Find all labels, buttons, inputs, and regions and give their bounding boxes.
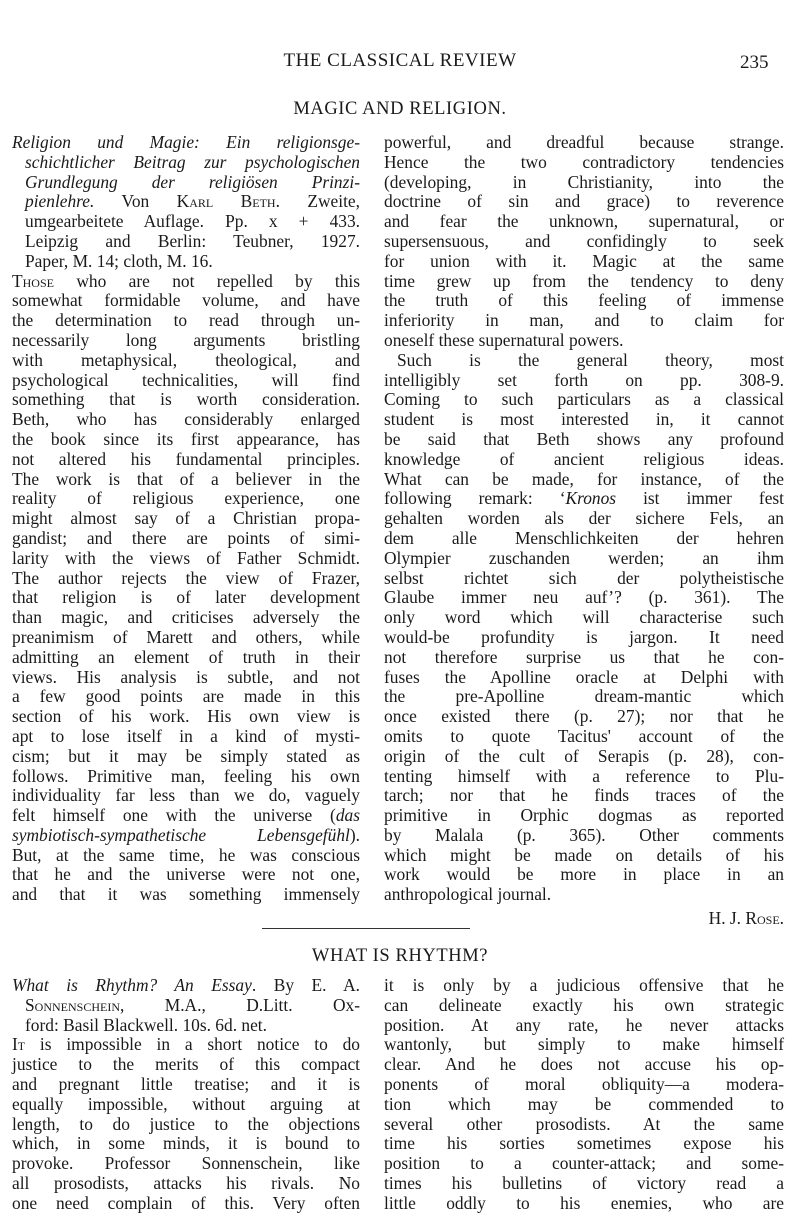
text-segment: tion which may be commended to <box>384 1093 784 1114</box>
text-line <box>384 976 784 996</box>
text-line <box>384 272 784 292</box>
text-line <box>384 133 784 153</box>
text-line <box>12 549 360 569</box>
signature-name: Rose. <box>745 908 784 928</box>
text-line <box>12 529 360 549</box>
text-segment: Religion und Magie: Ein religionsge- <box>12 132 360 152</box>
text-segment: reality of religious experience, one <box>12 488 360 509</box>
text-segment: Hence the two contradictory tendencies <box>384 151 784 172</box>
text-segment: Von <box>94 191 177 212</box>
text-line <box>384 767 784 787</box>
text-segment: work would be more in place in an <box>384 864 784 885</box>
text-line <box>12 1095 360 1115</box>
text-segment: ). <box>349 824 360 845</box>
text-segment: inferiority in man, and to claim for <box>384 310 784 331</box>
text-line <box>384 509 784 529</box>
text-segment: student is most interested in, it cannot <box>384 409 784 430</box>
text-line <box>384 1134 784 1154</box>
text-segment: with metaphysical, theological, and <box>12 349 360 370</box>
text-line <box>12 668 360 688</box>
text-segment: selbst richtet sich der polytheistische <box>384 567 784 588</box>
text-segment: who are not repelled by this <box>53 270 360 291</box>
text-segment: equally impossible, without arguing at <box>12 1093 360 1114</box>
text-line <box>12 1194 360 1214</box>
text-line <box>384 786 784 806</box>
text-line <box>12 371 360 391</box>
text-line <box>384 668 784 688</box>
text-segment: following remark: ‘ <box>384 488 566 509</box>
text-segment: powerful, and dreadful because strange. <box>384 132 784 152</box>
text-segment: intelligibly set forth on pp. 308-9. <box>384 369 784 390</box>
text-line <box>12 628 360 648</box>
text-segment: individuality far less than we do, vaguely <box>12 785 360 806</box>
text-line <box>384 648 784 668</box>
text-segment: Such is the general theory, most <box>397 349 784 370</box>
text-segment: What can be made, for instance, of the <box>384 468 784 489</box>
text-segment: anthropological journal. <box>384 884 552 905</box>
text-segment: But, at the same time, he was conscious <box>12 844 360 865</box>
text-line <box>384 1174 784 1194</box>
text-segment: ist immer fest <box>616 488 785 509</box>
text-segment: than magic, and criticises adversely the <box>12 607 360 628</box>
text-line <box>12 1174 360 1194</box>
text-line <box>12 272 360 292</box>
text-line <box>384 996 784 1016</box>
text-segment: once existed there (p. 27); nor that he <box>384 706 784 727</box>
text-segment: umgearbeitete Auflage. Pp. x + 433. <box>25 211 360 232</box>
article2-right-column <box>384 976 784 1214</box>
text-line <box>12 153 360 173</box>
text-segment: clear. And he does not accuse his op- <box>384 1054 784 1075</box>
text-segment: is impossible in a short notice to do <box>25 1034 360 1055</box>
text-segment: Kronos <box>565 488 617 509</box>
text-line <box>384 826 784 846</box>
text-line <box>12 976 360 996</box>
text-segment: tarch; nor that he finds traces of the <box>384 785 784 806</box>
text-line <box>384 707 784 727</box>
text-line <box>12 192 360 212</box>
text-line <box>12 786 360 806</box>
text-line <box>384 1154 784 1174</box>
paragraph <box>384 351 784 905</box>
text-line <box>384 588 784 608</box>
text-line <box>12 430 360 450</box>
text-segment: be said that Beth shows any profound <box>384 428 784 449</box>
text-segment: for union with it. Magic at the same <box>384 250 784 271</box>
text-segment: schichtlicher Beitrag zur psychologischen <box>25 151 360 172</box>
text-line <box>384 430 784 450</box>
text-line <box>12 588 360 608</box>
text-line <box>12 252 360 272</box>
text-segment: . Zweite, <box>275 191 360 212</box>
text-segment: position. At any rate, he never attacks <box>384 1014 784 1035</box>
paragraph <box>12 133 360 272</box>
text-segment: and pregnant little treatise; and it is <box>12 1073 360 1094</box>
text-line <box>384 331 784 351</box>
text-segment: (developing, in Christianity, into the <box>384 171 784 192</box>
text-line <box>384 549 784 569</box>
text-segment: Those <box>12 270 54 291</box>
text-segment: a few good points are made in this <box>12 686 360 707</box>
text-line <box>12 1154 360 1174</box>
text-line <box>384 727 784 747</box>
text-segment: little oddly to his enemies, who are <box>384 1192 784 1213</box>
text-line <box>12 687 360 707</box>
text-segment: not altered his fundamental principles. <box>12 448 360 469</box>
text-segment: dem alle Menschlichkeiten der hehren <box>384 527 784 548</box>
text-line <box>384 569 784 589</box>
text-segment: das <box>335 805 360 826</box>
text-line <box>12 1016 360 1036</box>
text-segment: times his bulletins of victory read a <box>384 1172 784 1193</box>
text-segment: gehalten worden als der sichere Fels, an <box>384 508 784 529</box>
text-segment: not therefore surprise us that he con- <box>384 646 784 667</box>
text-segment: justice to the merits of this compact <box>12 1054 360 1075</box>
text-segment: symbiotisch-sympathetische Lebensgefühl <box>12 824 350 845</box>
text-line <box>12 410 360 430</box>
text-segment: What is Rhythm? An Essay <box>12 975 252 995</box>
text-line <box>12 470 360 490</box>
text-segment: position to a counter-attack; and some- <box>384 1153 784 1174</box>
paragraph <box>384 133 784 351</box>
text-line <box>384 846 784 866</box>
text-segment: Leipzig and Berlin: Teubner, 1927. <box>25 230 360 251</box>
signature-initials: H. J. <box>708 908 746 928</box>
text-segment: would-be profundity is jargon. It need <box>384 626 784 647</box>
text-line <box>384 489 784 509</box>
text-segment: time grew up from the tendency to deny <box>384 270 784 291</box>
article1-left-column <box>12 133 360 905</box>
text-line <box>384 1115 784 1135</box>
text-segment: primitive in Orphic dogmas as reported <box>384 805 784 826</box>
text-line <box>12 727 360 747</box>
text-segment: only word which will characterise such <box>384 607 784 628</box>
text-line <box>12 173 360 193</box>
article-title-what-is-rhythm: WHAT IS RHYTHM? <box>311 946 489 966</box>
article1-right-column <box>384 133 784 905</box>
text-line <box>12 311 360 331</box>
text-segment: which, in some minds, it is bound to <box>12 1133 360 1154</box>
text-line <box>384 865 784 885</box>
text-line <box>12 232 360 252</box>
text-line <box>384 885 784 905</box>
text-segment: and fear the unknown, supernatural, or <box>384 211 784 232</box>
text-line <box>12 390 360 410</box>
text-line <box>12 608 360 628</box>
text-segment: The author rejects the view of Frazer, <box>12 567 360 588</box>
text-line <box>12 1055 360 1075</box>
text-line <box>12 331 360 351</box>
text-line <box>384 628 784 648</box>
text-line <box>384 470 784 490</box>
text-line <box>12 489 360 509</box>
text-segment: provoke. Professor Sonnenschein, like <box>12 1153 360 1174</box>
text-line <box>384 608 784 628</box>
text-segment: Grundlegung der religiösen Prinzi- <box>25 171 360 192</box>
text-segment: ponents of moral obliquity—a modera- <box>384 1073 784 1094</box>
text-segment: wantonly, but simply to make himself <box>384 1034 784 1055</box>
paragraph <box>12 1035 360 1213</box>
text-segment: pienlehre. <box>25 191 95 212</box>
text-line <box>384 371 784 391</box>
text-line <box>12 509 360 529</box>
text-segment: length, to do justice to the objections <box>12 1113 360 1134</box>
text-line <box>384 1035 784 1055</box>
text-line <box>12 1035 360 1055</box>
text-line <box>12 1115 360 1135</box>
text-segment: the determination to read through un- <box>12 310 360 331</box>
paragraph <box>12 272 360 906</box>
text-segment: Glaube immer neu auf’? (p. 361). The <box>384 587 784 608</box>
text-segment: doctrine of sin and grace) to reverence <box>384 191 784 212</box>
text-line <box>384 351 784 371</box>
text-segment: that religion is of later development <box>12 587 360 608</box>
text-segment: and that it was something immensely <box>12 884 360 905</box>
text-line <box>384 450 784 470</box>
text-line <box>12 767 360 787</box>
text-line <box>384 410 784 430</box>
text-segment: the pre-Apolline dream-mantic which <box>384 686 784 707</box>
paragraph <box>12 976 360 1035</box>
text-line <box>384 529 784 549</box>
text-line <box>384 1075 784 1095</box>
page-number: 235 <box>740 52 769 73</box>
paragraph <box>384 976 784 1214</box>
text-segment: Sonnenschein <box>25 994 121 1015</box>
text-segment: origin of the cult of Serapis (p. 28), con- <box>384 745 784 766</box>
text-segment: psychological technicalities, will find <box>12 369 360 390</box>
text-segment: that he and the universe were not one, <box>12 864 360 885</box>
text-segment: omits to quote Tacitus' account of the <box>384 725 784 746</box>
text-line <box>12 450 360 470</box>
text-line <box>384 212 784 232</box>
text-segment: can delineate exactly his own strategic <box>384 994 784 1015</box>
text-segment: felt himself one with the universe ( <box>12 805 336 826</box>
text-line <box>12 569 360 589</box>
text-line <box>12 133 360 153</box>
text-line <box>12 1075 360 1095</box>
text-line <box>384 1194 784 1214</box>
text-segment: cism; but it may be simply stated as <box>12 745 360 766</box>
text-segment: one need complain of this. Very often <box>12 1192 360 1213</box>
text-line <box>12 826 360 846</box>
text-line <box>12 885 360 905</box>
text-segment: section of his work. His own view is <box>12 706 360 727</box>
text-segment: Olympier zuschanden werden; an ihm <box>384 547 784 568</box>
text-line <box>384 173 784 193</box>
text-line <box>384 1095 784 1115</box>
text-line <box>384 390 784 410</box>
text-segment: it is only by a judicious offensive that he <box>384 975 784 995</box>
article2-left-column <box>12 976 360 1214</box>
text-segment: Beth, who has considerably enlarged <box>12 409 360 430</box>
text-segment: somewhat formidable volume, and have <box>12 290 360 311</box>
text-segment: necessarily long arguments bristling <box>12 329 360 350</box>
author-signature <box>600 908 784 929</box>
text-line <box>384 311 784 331</box>
text-line <box>384 1055 784 1075</box>
text-line <box>384 192 784 212</box>
text-segment: admitting an element of truth in their <box>12 646 360 667</box>
text-segment: the truth of this feeling of immense <box>384 290 784 311</box>
text-line <box>12 1134 360 1154</box>
text-line <box>384 747 784 767</box>
text-segment: preanimism of Marett and others, while <box>12 626 360 647</box>
text-line <box>12 648 360 668</box>
text-line <box>12 865 360 885</box>
text-segment: by Malala (p. 365). Other comments <box>384 824 784 845</box>
text-segment: apt to lose itself in a kind of mysti- <box>12 725 360 746</box>
text-line <box>12 806 360 826</box>
text-segment: gandist; and there are points of simi- <box>12 527 360 548</box>
text-segment: knowledge of ancient religious ideas. <box>384 448 784 469</box>
text-segment: views. His analysis is subtle, and not <box>12 666 360 687</box>
text-segment: all prosodists, attacks his rivals. No <box>12 1172 360 1193</box>
section-divider <box>262 928 470 929</box>
text-segment: It <box>12 1034 26 1055</box>
text-segment: Karl Beth <box>176 191 276 212</box>
text-segment: , M.A., D.Litt. Ox- <box>120 994 360 1015</box>
text-line <box>12 996 360 1016</box>
text-segment: The work is that of a believer in the <box>12 468 360 489</box>
text-segment: might almost say of a Christian propa- <box>12 508 360 529</box>
text-line <box>384 806 784 826</box>
text-segment: oneself these supernatural powers. <box>384 329 624 350</box>
text-line <box>12 291 360 311</box>
text-segment: tenting himself with a reference to Plu- <box>384 765 784 786</box>
text-line <box>384 291 784 311</box>
text-line <box>12 707 360 727</box>
text-segment: supersensuous, and confidingly to seek <box>384 230 784 251</box>
text-segment: follows. Primitive man, feeling his own <box>12 765 360 786</box>
text-segment: time his sorties sometimes expose his <box>384 1133 784 1154</box>
text-segment: which might be made on details of his <box>384 844 784 865</box>
text-segment: ford: Basil Blackwell. 10s. 6d. net. <box>25 1014 267 1035</box>
text-line <box>384 687 784 707</box>
running-head: THE CLASSICAL REVIEW <box>283 50 517 71</box>
text-segment: something that is worth consideration. <box>12 389 360 410</box>
text-segment: the book since its first appearance, has <box>12 428 360 449</box>
text-segment: Paper, M. 14; cloth, M. 16. <box>25 250 213 271</box>
text-line <box>384 153 784 173</box>
text-line <box>384 232 784 252</box>
text-line <box>384 1016 784 1036</box>
text-line <box>12 351 360 371</box>
text-segment: larity with the views of Father Schmidt. <box>12 547 360 568</box>
text-line <box>384 252 784 272</box>
text-segment: fuses the Apolline oracle at Delphi with <box>384 666 784 687</box>
text-line <box>12 846 360 866</box>
text-line <box>12 747 360 767</box>
text-segment: . By E. A. <box>251 975 361 995</box>
article-title-magic-and-religion: MAGIC AND RELIGION. <box>293 99 507 119</box>
text-segment: several other prosodists. At the same <box>384 1113 784 1134</box>
text-line <box>12 212 360 232</box>
text-segment: Coming to such particulars as a classical <box>384 389 784 410</box>
